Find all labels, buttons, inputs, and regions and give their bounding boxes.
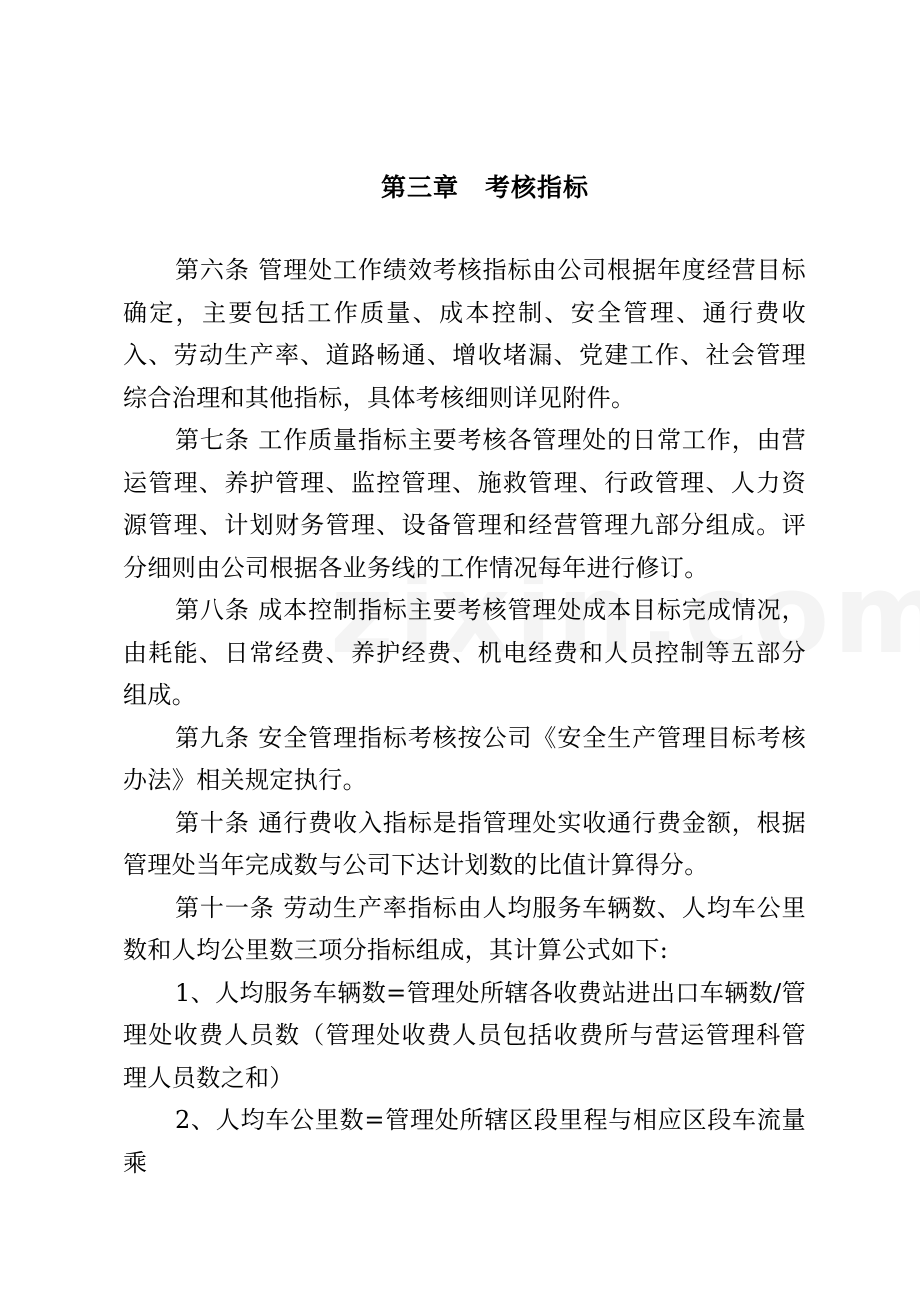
chapter-title [0, 168, 920, 208]
formula-item-1: 1、人均服务车辆数=管理处所辖各收费站进出口车辆数/管理处收费人员数（管理处收费人员包括收费所与营运管理科管理人员数之和） [123, 978, 806, 1092]
article-7: 第七条 工作质量指标主要考核各管理处的日常工作，由营运管理、养护管理、监控管理、施救管理、行政管理、人力资源管理、计划财务管理、设备管理和经营管理九部分组成。评分细则由公司根据各业务线的工作情况每年进行修订。 [123, 426, 806, 582]
article-8: 第八条 成本控制指标主要考核管理处成本目标完成情况，由耗能、日常经费、养护经费、机电经费和人员控制等五部分组成。 [123, 596, 806, 709]
body-text [123, 249, 806, 1184]
article-10: 第十条 通行费收入指标是指管理处实收通行费金额，根据管理处当年完成数与公司下达计划数的比值计算得分。 [123, 808, 806, 879]
chapter-number: 第三章 [380, 173, 459, 202]
chapter-name: 考核指标 [485, 173, 590, 202]
formula-item-2: 2、人均车公里数=管理处所辖区段里程与相应区段车流量乘 [123, 1106, 806, 1177]
article-11: 第十一条 劳动生产率指标由人均服务车辆数、人均车公里数和人均公里数三项分指标组成，其计算公式如下: [123, 893, 806, 964]
article-9: 第九条 安全管理指标考核按公司《安全生产管理目标考核办法》相关规定执行。 [123, 723, 806, 794]
article-6: 第六条 管理处工作绩效考核指标由公司根据年度经营目标确定，主要包括工作质量、成本控制、安全管理、通行费收入、劳动生产率、道路畅通、增收堵漏、党建工作、社会管理综合治理和其他指标，具体考核细则详见附件。 [123, 256, 806, 412]
